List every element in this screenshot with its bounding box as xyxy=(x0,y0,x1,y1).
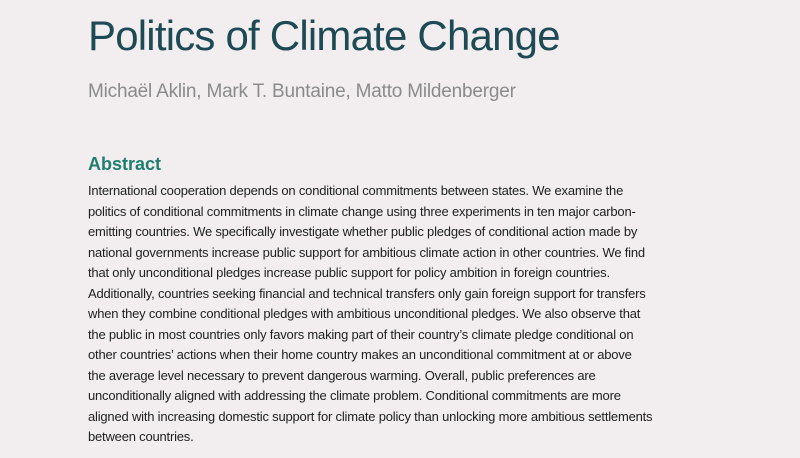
paper-authors: Michaël Aklin, Mark T. Buntaine, Matto Mildenberger xyxy=(88,81,516,102)
abstract-line: unconditionally aligned with addressing the climate problem. Conditional commitments are more xyxy=(88,388,621,403)
abstract-line: International cooperation depends on conditional commitments between states. We examine the xyxy=(88,183,624,198)
abstract-line: between countries. xyxy=(88,429,194,444)
abstract-line: politics of conditional commitments in climate change using three experiments in ten major carbon- xyxy=(88,203,636,219)
abstract-line: the average level necessary to prevent dangerous warming. Overall, public preferences are xyxy=(88,367,596,383)
paper-title: Politics of Climate Change xyxy=(88,12,560,59)
abstract-line: emitting countries. We specifically investigate whether public pledges of conditional action made by xyxy=(88,224,638,239)
abstract-line: that only unconditional pledges increase public support for policy ambition in foreign countries. xyxy=(88,265,610,280)
abstract-text xyxy=(88,181,738,448)
abstract-line: aligned with increasing domestic support for climate policy than unlocking more ambitious settlements xyxy=(88,408,653,424)
abstract-line: the public in most countries only favors making part of their country’s climate pledge conditional on xyxy=(88,326,634,342)
abstract-line: other countries’ actions when their home country makes an unconditional commitment at or above xyxy=(88,347,632,362)
abstract-line: Additionally, countries seeking financial and technical transfers only gain foreign support for transfers xyxy=(88,285,646,301)
abstract-line: when they combine conditional pledges with ambitious unconditional pledges. We also observe that xyxy=(88,306,641,321)
abstract-line: national governments increase public support for ambitious climate action in other countries. We find xyxy=(88,244,645,260)
abstract-heading: Abstract xyxy=(88,154,162,174)
